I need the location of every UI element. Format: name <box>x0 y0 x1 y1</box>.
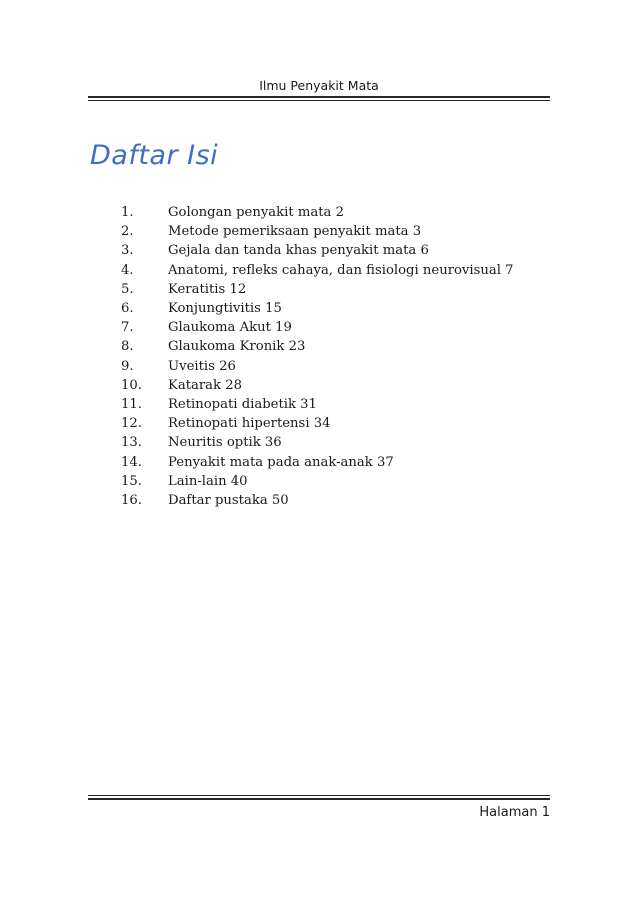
header-rule <box>88 96 550 101</box>
toc-item-number: 9. <box>121 358 134 374</box>
header-rule-thick <box>88 96 550 98</box>
toc-item[interactable] <box>121 203 561 222</box>
toc-item[interactable] <box>121 433 561 452</box>
toc-item[interactable] <box>121 299 561 318</box>
toc-item[interactable] <box>121 318 561 337</box>
footer-rule-thick <box>88 798 550 800</box>
toc-item-number: 11. <box>121 397 142 413</box>
toc-item-number: 5. <box>121 281 134 297</box>
toc-item-number: 14. <box>121 454 142 470</box>
toc-item-text: Retinopati diabetik 31 <box>168 397 317 413</box>
toc-item-number: 16. <box>121 493 142 509</box>
toc-item[interactable] <box>121 280 561 299</box>
running-header-title: Ilmu Penyakit Mata <box>259 78 379 93</box>
toc-item[interactable] <box>121 222 561 241</box>
toc-item-number: 4. <box>121 262 134 278</box>
toc-item-text: Anatomi, refleks cahaya, dan fisiologi neurovisual 7 <box>168 262 514 278</box>
toc-item-number: 10. <box>121 377 142 393</box>
toc-item-number: 8. <box>121 339 134 355</box>
toc-item-text: Metode pemeriksaan penyakit mata 3 <box>168 224 422 240</box>
toc-item-number: 12. <box>121 416 142 432</box>
toc-item-text: Daftar pustaka 50 <box>168 493 289 509</box>
toc-item[interactable] <box>121 414 561 433</box>
page-number: Halaman 1 <box>479 805 550 820</box>
toc-item-text: Penyakit mata pada anak-anak 37 <box>168 454 394 470</box>
toc-item-text: Keratitis 12 <box>168 281 247 297</box>
toc-item-number: 1. <box>121 205 134 220</box>
toc-item[interactable] <box>121 491 561 510</box>
toc-list <box>121 203 561 510</box>
toc-item-number: 15. <box>121 473 142 489</box>
toc-item-number: 2. <box>121 224 134 240</box>
toc-item-text: Glaukoma Akut 19 <box>168 320 292 336</box>
toc-item[interactable] <box>121 453 561 472</box>
toc-item[interactable] <box>121 337 561 356</box>
toc-item-text: Katarak 28 <box>168 377 243 393</box>
toc-item-text: Uveitis 26 <box>168 358 236 374</box>
toc-item-text: Glaukoma Kronik 23 <box>168 339 306 355</box>
toc-item[interactable] <box>121 376 561 395</box>
toc-item[interactable] <box>121 357 561 376</box>
footer-rule-thin <box>88 795 550 796</box>
toc-item[interactable] <box>121 395 561 414</box>
toc-item-number: 7. <box>121 320 134 336</box>
toc-item[interactable] <box>121 472 561 491</box>
toc-item[interactable] <box>121 241 561 260</box>
toc-item[interactable] <box>121 261 561 280</box>
header-rule-thin <box>88 100 550 101</box>
toc-item-number: 3. <box>121 243 134 259</box>
toc-item-text: Gejala dan tanda khas penyakit mata 6 <box>168 243 429 259</box>
toc-item-text: Lain-lain 40 <box>168 473 248 489</box>
toc-item-text: Retinopati hipertensi 34 <box>168 416 331 432</box>
toc-item-text: Neuritis optik 36 <box>168 435 282 451</box>
toc-item-number: 6. <box>121 301 134 317</box>
toc-item-number: 13. <box>121 435 142 451</box>
toc-heading: Daftar Isi <box>90 140 219 171</box>
toc-item-text: Konjungtivitis 15 <box>168 301 282 317</box>
footer-rule <box>88 795 550 800</box>
toc-item-text: Golongan penyakit mata 2 <box>168 205 344 220</box>
